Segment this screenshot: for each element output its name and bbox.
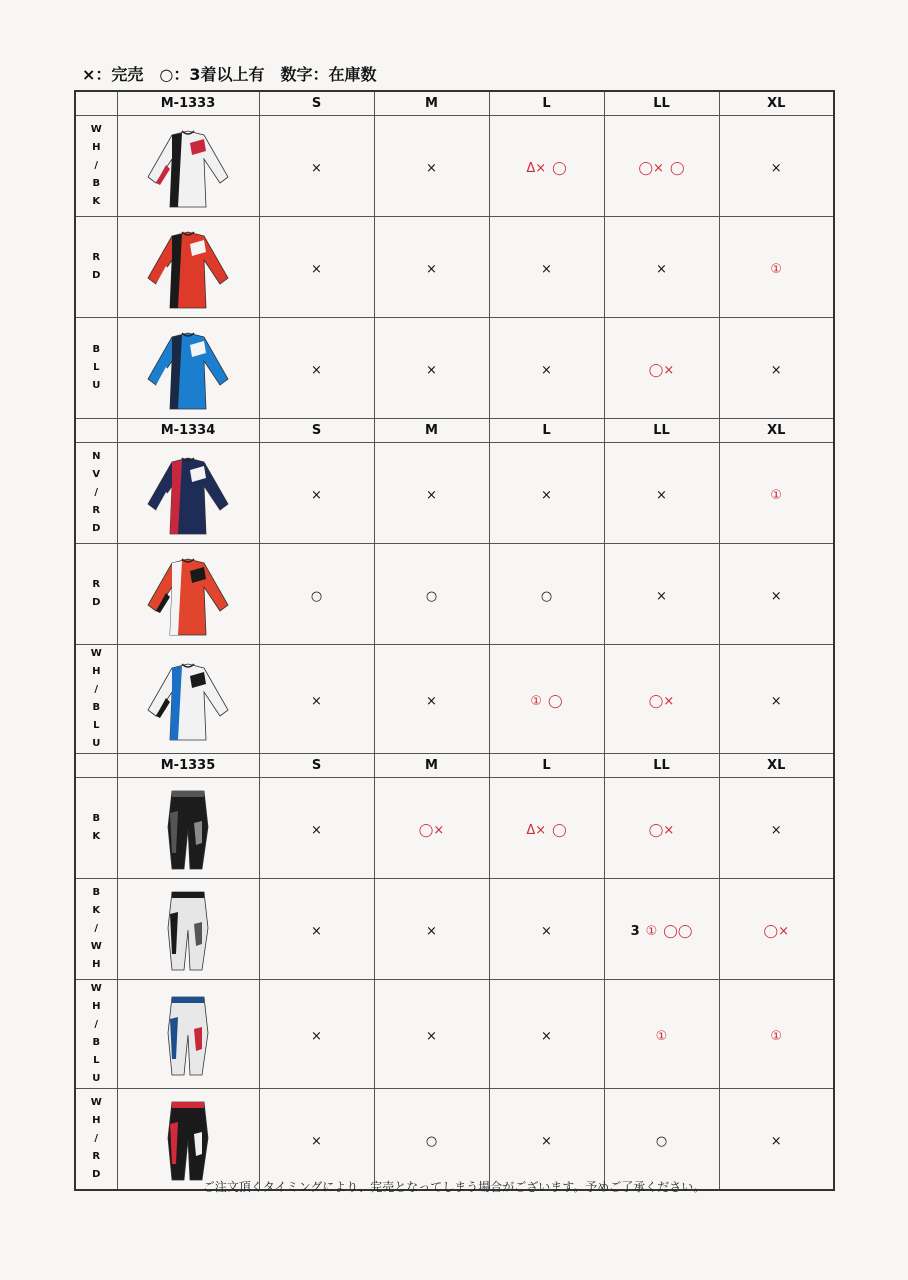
stock-cell (604, 645, 719, 754)
stock-mark: ① (770, 1028, 783, 1044)
stock-mark: × (541, 261, 552, 277)
stock-mark: ① (530, 693, 543, 709)
stock-cell (259, 116, 374, 217)
stock-mark: × (770, 362, 782, 378)
stock-mark: × (311, 693, 322, 709)
size-header: S (259, 754, 374, 778)
stock-mark: ○ (540, 588, 553, 604)
product-row (75, 1089, 834, 1191)
stock-cell (604, 116, 719, 217)
stock-mark: × (426, 261, 437, 277)
jersey-image (117, 544, 259, 645)
stock-cell (719, 116, 834, 217)
stock-mark: × (770, 1133, 782, 1149)
color-code: R D (75, 217, 117, 318)
color-code: B K (75, 778, 117, 879)
size-header: L (489, 754, 604, 778)
stock-mark: × (541, 487, 552, 503)
stock-cell (259, 217, 374, 318)
color-code: B K / W H (75, 879, 117, 980)
group-header-row (75, 419, 834, 443)
stock-mark: × (770, 160, 782, 176)
stock-mark: × (426, 693, 437, 709)
pants-image (117, 980, 259, 1089)
stock-cell (604, 879, 719, 980)
product-row (75, 879, 834, 980)
stock-mark: ○ (425, 588, 438, 604)
stock-cell (489, 980, 604, 1089)
stock-mark: × (656, 261, 667, 277)
stock-mark: ◯× (638, 160, 664, 176)
stock-cell (719, 778, 834, 879)
legend: ×：完売 ○：3着以上有 数字：在庫数 (82, 65, 377, 84)
stock-mark: × (311, 822, 322, 838)
pants-image (117, 778, 259, 879)
size-header: XL (719, 754, 834, 778)
stock-cell (489, 879, 604, 980)
stock-mark: × (426, 362, 437, 378)
stock-mark: 3 (630, 923, 640, 939)
stock-cell (259, 980, 374, 1089)
stock-cell (374, 879, 489, 980)
stock-cell (489, 318, 604, 419)
color-code: W H / R D (75, 1089, 117, 1191)
stock-cell (719, 980, 834, 1089)
stock-cell (374, 318, 489, 419)
stock-mark: ① (770, 487, 783, 503)
stock-mark: ◯ (669, 160, 685, 176)
stock-cell (259, 879, 374, 980)
stock-mark: × (541, 362, 552, 378)
stock-cell (374, 645, 489, 754)
stock-mark: × (656, 487, 667, 503)
product-row (75, 443, 834, 544)
stock-cell (374, 116, 489, 217)
stock-mark: ◯ (552, 822, 567, 838)
stock-mark: × (311, 1028, 322, 1044)
stock-cell (489, 645, 604, 754)
model-number: M-1334 (117, 419, 259, 443)
color-code: W H / B L U (75, 980, 117, 1089)
stock-cell (719, 645, 834, 754)
stock-cell (489, 116, 604, 217)
product-row (75, 980, 834, 1089)
jersey-image (117, 318, 259, 419)
stock-mark: ◯× (648, 362, 675, 378)
color-code: R D (75, 544, 117, 645)
stock-cell (489, 544, 604, 645)
jersey-image (117, 443, 259, 544)
size-header: LL (604, 754, 719, 778)
pants-image (117, 1089, 259, 1191)
product-row (75, 318, 834, 419)
stock-cell (374, 217, 489, 318)
stock-cell (374, 980, 489, 1089)
group-header-row (75, 91, 834, 116)
stock-mark: ① (655, 1028, 668, 1044)
product-row (75, 217, 834, 318)
header-blank (75, 419, 117, 443)
stock-cell (719, 217, 834, 318)
model-number: M-1335 (117, 754, 259, 778)
stock-mark: ○ (310, 588, 323, 604)
stock-cell (604, 217, 719, 318)
stock-mark: × (541, 1028, 552, 1044)
color-code: N V / R D (75, 443, 117, 544)
product-row (75, 778, 834, 879)
stock-cell (604, 318, 719, 419)
stock-mark: × (311, 261, 322, 277)
stock-mark: × (426, 923, 437, 939)
stock-cell (719, 318, 834, 419)
stock-cell (259, 318, 374, 419)
product-row (75, 544, 834, 645)
stock-cell (719, 544, 834, 645)
stock-cell (604, 980, 719, 1089)
stock-cell (489, 778, 604, 879)
stock-mark: ○ (655, 1133, 668, 1149)
jersey-image (117, 645, 259, 754)
size-header: L (489, 419, 604, 443)
jersey-image (117, 116, 259, 217)
size-header: L (489, 91, 604, 116)
stock-mark: Δ× (526, 160, 547, 176)
group-header-row (75, 754, 834, 778)
stock-mark: Δ× (526, 822, 547, 838)
stock-cell (259, 544, 374, 645)
color-code: W H / B K (75, 116, 117, 217)
size-header: XL (719, 419, 834, 443)
stock-cell (604, 778, 719, 879)
stock-cell (259, 645, 374, 754)
size-header: LL (604, 419, 719, 443)
size-header: M (374, 754, 489, 778)
stock-cell (259, 1089, 374, 1191)
stock-mark: × (311, 362, 322, 378)
size-header: M (374, 419, 489, 443)
size-header: S (259, 91, 374, 116)
stock-mark: ◯ (552, 160, 567, 176)
header-blank (75, 91, 117, 116)
product-row (75, 116, 834, 217)
header-blank (75, 754, 117, 778)
model-number: M-1333 (117, 91, 259, 116)
stock-mark: ○ (425, 1133, 438, 1149)
stock-mark: × (311, 160, 322, 176)
stock-mark: × (770, 588, 782, 604)
size-header: XL (719, 91, 834, 116)
stock-mark: × (426, 487, 437, 503)
stock-mark: × (656, 588, 667, 604)
size-header: LL (604, 91, 719, 116)
stock-mark: × (426, 160, 437, 176)
stock-cell (719, 1089, 834, 1191)
stock-cell (374, 544, 489, 645)
stock-mark: ◯× (418, 822, 445, 838)
stock-mark: ① (645, 923, 658, 939)
stock-cell (719, 443, 834, 544)
stock-mark: ◯◯ (663, 923, 693, 939)
jersey-image (117, 217, 259, 318)
stock-mark: × (541, 1133, 552, 1149)
stock-cell (374, 778, 489, 879)
stock-mark: × (311, 1133, 322, 1149)
stock-cell (489, 217, 604, 318)
stock-mark: ◯× (648, 693, 675, 709)
stock-cell (489, 443, 604, 544)
size-header: M (374, 91, 489, 116)
stock-mark: ◯× (763, 923, 789, 939)
stock-table (74, 90, 835, 1191)
stock-cell (604, 443, 719, 544)
pants-image (117, 879, 259, 980)
stock-cell (374, 443, 489, 544)
stock-mark: × (311, 487, 322, 503)
color-code: W H / B L U (75, 645, 117, 754)
stock-cell (604, 544, 719, 645)
stock-cell (259, 443, 374, 544)
size-header: S (259, 419, 374, 443)
stock-mark: × (541, 923, 552, 939)
stock-cell (604, 1089, 719, 1191)
stock-mark: × (311, 923, 322, 939)
footer-note: ご注文頂くタイミングにより、完売となってしまう場合がございます。予めご了承ください。 (202, 1180, 706, 1194)
product-row (75, 645, 834, 754)
stock-mark: ◯ (548, 693, 563, 709)
stock-mark: × (770, 822, 782, 838)
color-code: B L U (75, 318, 117, 419)
stock-cell (489, 1089, 604, 1191)
stock-cell (719, 879, 834, 980)
stock-mark: × (426, 1028, 437, 1044)
stock-mark: × (770, 693, 782, 709)
stock-mark: ① (770, 261, 783, 277)
stock-cell (259, 778, 374, 879)
stock-cell (374, 1089, 489, 1191)
stock-mark: ◯× (648, 822, 675, 838)
